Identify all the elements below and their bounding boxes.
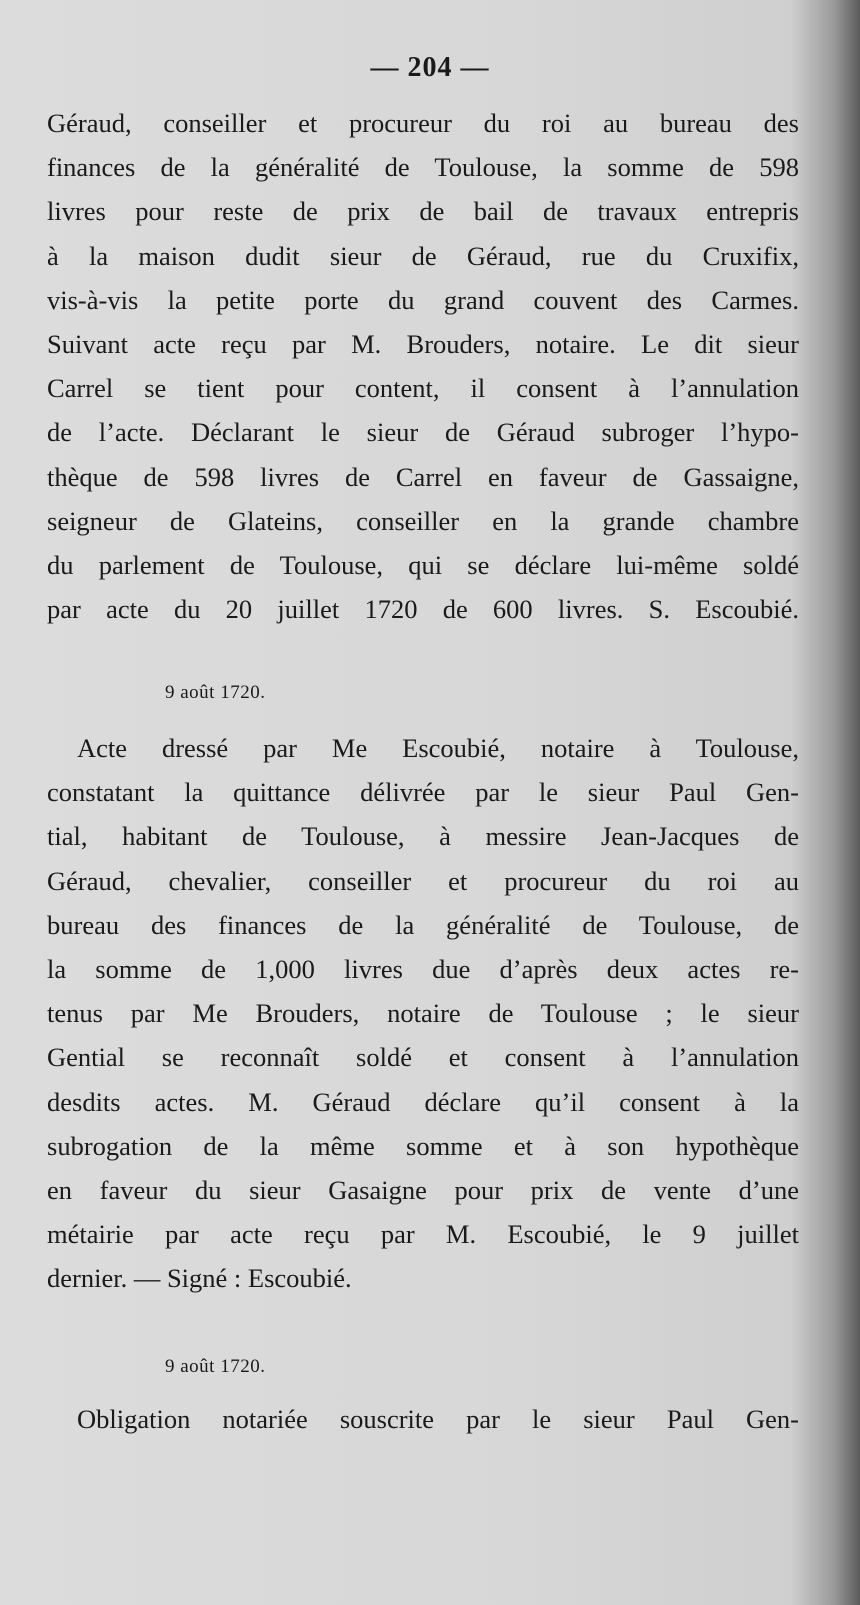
- text-line: Géraud, chevalier, conseiller et procureur du roi au: [47, 865, 799, 896]
- entry-3-text: [47, 1397, 799, 1441]
- text-line: par acte du 20 juillet 1720 de 600 livres. S. Escoubié.: [47, 594, 799, 625]
- entry-2-date: 9 août 1720.: [165, 682, 266, 703]
- text-line: subrogation de la même somme et à son hypothèque: [47, 1130, 799, 1161]
- text-line: métairie par acte reçu par M. Escoubié, le 9 juillet: [47, 1219, 799, 1250]
- text-line: vis-à-vis la petite porte du grand couvent des Carmes.: [47, 284, 799, 315]
- text-line: bureau des finances de la généralité de Toulouse, de: [47, 909, 799, 940]
- text-line: Géraud, conseiller et procureur du roi au bureau des: [47, 108, 799, 138]
- text-line: desdits actes. M. Géraud déclare qu’il consent à la: [47, 1086, 799, 1117]
- entry-1-text: [47, 101, 799, 631]
- text-line: Gential se reconnaît soldé et consent à l’annulation: [47, 1042, 799, 1073]
- entry-3-date: 9 août 1720.: [165, 1356, 266, 1377]
- entry-2-text: [47, 726, 799, 1301]
- text-line: Suivant acte reçu par M. Brouders, notaire. Le dit sieur: [47, 329, 799, 360]
- text-line: Carrel se tient pour content, il consent à l’annulation: [47, 373, 799, 404]
- page-number: — 204 —: [370, 52, 490, 83]
- text-line: Acte dressé par Me Escoubié, notaire à Toulouse,: [77, 733, 799, 763]
- text-line: à la maison dudit sieur de Géraud, rue du Cruxifix,: [47, 240, 799, 271]
- text-line: seigneur de Glateins, conseiller en la grande chambre: [47, 505, 799, 536]
- text-line: finances de la généralité de Toulouse, la somme de 598: [47, 152, 799, 183]
- text-line: tenus par Me Brouders, notaire de Toulouse ; le sieur: [47, 998, 799, 1029]
- text-line: la somme de 1,000 livres due d’après deux actes re-: [47, 954, 799, 985]
- text-line: de l’acte. Déclarant le sieur de Géraud subroger l’hypo-: [47, 417, 799, 448]
- text-line: livres pour reste de prix de bail de travaux entrepris: [47, 196, 799, 227]
- text-line: constatant la quittance délivrée par le sieur Paul Gen-: [47, 777, 799, 808]
- text-line: tial, habitant de Toulouse, à messire Jean-Jacques de: [47, 821, 799, 852]
- text-line: dernier. — Signé : Escoubié.: [47, 1263, 352, 1294]
- text-line: Obligation notariée souscrite par le sieur Paul Gen-: [77, 1404, 799, 1434]
- text-line: du parlement de Toulouse, qui se déclare lui-même soldé: [47, 550, 799, 581]
- text-line: thèque de 598 livres de Carrel en faveur de Gassaigne,: [47, 461, 799, 492]
- text-line: en faveur du sieur Gasaigne pour prix de vente d’une: [47, 1175, 799, 1206]
